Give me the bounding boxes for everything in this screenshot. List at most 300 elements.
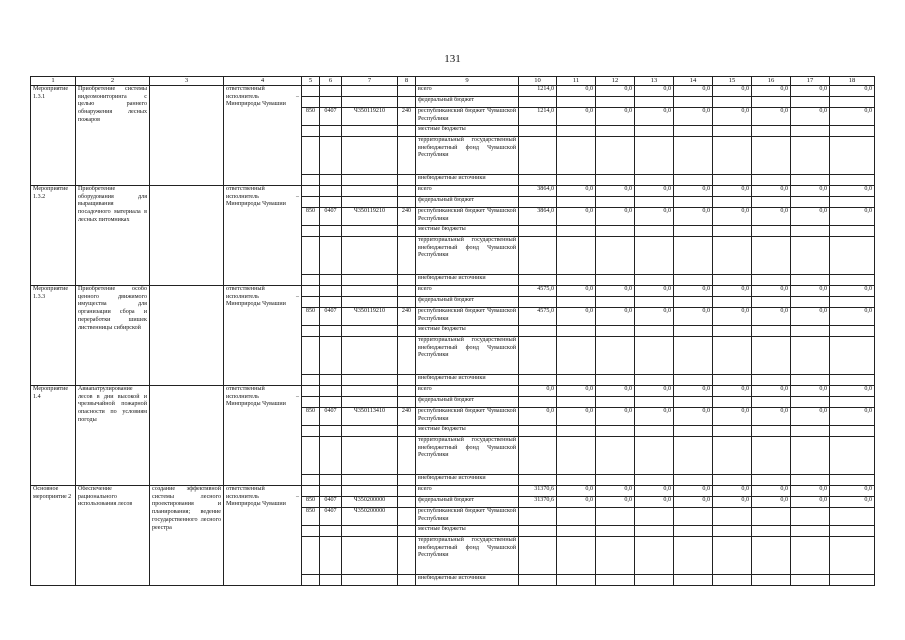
amount-cell: 1214,0 [519, 86, 557, 97]
year-amount-cell [752, 397, 791, 408]
code-cell-empty [302, 237, 320, 275]
source-label: местные бюджеты [416, 226, 519, 237]
year-amount-cell [596, 426, 635, 437]
year-amount-cell [596, 375, 635, 386]
year-amount-cell: 0,0 [752, 208, 791, 226]
year-amount-cell [635, 575, 674, 586]
year-amount-cell [830, 375, 875, 386]
code-cell-empty [342, 197, 398, 208]
code-cell-empty [302, 326, 320, 337]
code-cell-empty [320, 297, 342, 308]
year-amount-cell: 0,0 [557, 497, 596, 508]
source-label: республиканский бюджет Чувашской Республики [416, 108, 519, 126]
year-amount-cell [713, 137, 752, 175]
year-amount-cell: 0,0 [791, 408, 830, 426]
year-amount-cell [752, 426, 791, 437]
source-label: внебюджетные источники [416, 375, 519, 386]
year-amount-cell: 0,0 [635, 497, 674, 508]
year-amount-cell [791, 526, 830, 537]
year-amount-cell: 0,0 [557, 486, 596, 497]
code-cell-empty [398, 286, 416, 297]
year-amount-cell [791, 126, 830, 137]
vr-code: 240 [398, 308, 416, 326]
amount-cell: 31370,6 [519, 497, 557, 508]
code-cell-empty [302, 426, 320, 437]
code-cell-empty [342, 297, 398, 308]
year-amount-cell [830, 126, 875, 137]
year-amount-cell [830, 237, 875, 275]
code-cell-empty [302, 137, 320, 175]
year-amount-cell [596, 275, 635, 286]
code-cell-empty [342, 375, 398, 386]
amount-cell: 3864,0 [519, 186, 557, 197]
year-amount-cell: 0,0 [557, 308, 596, 326]
year-amount-cell: 0,0 [635, 486, 674, 497]
year-amount-cell [557, 237, 596, 275]
amount-cell [519, 508, 557, 526]
year-amount-cell [752, 97, 791, 108]
year-amount-cell [596, 97, 635, 108]
code-cell-empty [320, 486, 342, 497]
amount-cell: 1214,0 [519, 108, 557, 126]
year-amount-cell [791, 575, 830, 586]
year-amount-cell [635, 226, 674, 237]
year-amount-cell [713, 97, 752, 108]
year-amount-cell [791, 375, 830, 386]
year-amount-cell: 0,0 [674, 286, 713, 297]
year-amount-cell: 0,0 [596, 86, 635, 97]
rzpr-code: 0407 [320, 508, 342, 526]
amount-cell [519, 397, 557, 408]
year-amount-cell: 0,0 [596, 108, 635, 126]
measure-name: Мероприятие 1.3.3 [31, 286, 76, 386]
year-amount-cell [713, 197, 752, 208]
amount-cell [519, 575, 557, 586]
year-amount-cell [791, 397, 830, 408]
source-label: республиканский бюджет Чувашской Республики [416, 308, 519, 326]
code-cell-empty [302, 526, 320, 537]
table-row [31, 486, 875, 497]
year-amount-cell [596, 226, 635, 237]
year-amount-cell: 0,0 [596, 386, 635, 397]
year-amount-cell: 0,0 [752, 108, 791, 126]
year-amount-cell [830, 137, 875, 175]
year-amount-cell [557, 375, 596, 386]
year-amount-cell [830, 526, 875, 537]
vr-code: 240 [398, 208, 416, 226]
year-amount-cell [830, 337, 875, 375]
year-amount-cell [557, 297, 596, 308]
column-number: 6 [320, 77, 342, 86]
code-cell-empty [342, 86, 398, 97]
year-amount-cell [752, 197, 791, 208]
code-cell-empty [398, 375, 416, 386]
source-label: федеральный бюджет [416, 97, 519, 108]
rzpr-code: 0407 [320, 208, 342, 226]
year-amount-cell: 0,0 [596, 497, 635, 508]
year-amount-cell: 0,0 [674, 408, 713, 426]
year-amount-cell [830, 475, 875, 486]
year-amount-cell [596, 126, 635, 137]
year-amount-cell [635, 175, 674, 186]
code-cell-empty [398, 426, 416, 437]
year-amount-cell [635, 137, 674, 175]
year-amount-cell [674, 526, 713, 537]
year-amount-cell [596, 537, 635, 575]
year-amount-cell: 0,0 [791, 386, 830, 397]
rzpr-code: 0407 [320, 497, 342, 508]
year-amount-cell: 0,0 [791, 86, 830, 97]
year-amount-cell: 0,0 [557, 108, 596, 126]
year-amount-cell [674, 375, 713, 386]
year-amount-cell: 0,0 [557, 286, 596, 297]
year-amount-cell [635, 197, 674, 208]
column-number: 1 [31, 77, 76, 86]
amount-cell [519, 197, 557, 208]
code-cell-empty [320, 326, 342, 337]
table-row [31, 386, 875, 397]
source-label: всего [416, 486, 519, 497]
code-cell-empty [342, 286, 398, 297]
code-cell-empty [320, 337, 342, 375]
code-cell-empty [398, 175, 416, 186]
year-amount-cell [635, 426, 674, 437]
amount-cell [519, 137, 557, 175]
measure-executor: ответственный исполнитель – Минприроды Чувашии [224, 186, 302, 286]
year-amount-cell: 0,0 [596, 408, 635, 426]
column-number: 5 [302, 77, 320, 86]
code-cell-empty [342, 337, 398, 375]
code-cell-empty [320, 137, 342, 175]
year-amount-cell [830, 326, 875, 337]
year-amount-cell [830, 226, 875, 237]
source-label: внебюджетные источники [416, 475, 519, 486]
year-amount-cell [830, 297, 875, 308]
year-amount-cell: 0,0 [635, 108, 674, 126]
code-cell-empty [320, 375, 342, 386]
year-amount-cell [596, 437, 635, 475]
year-amount-cell: 0,0 [596, 208, 635, 226]
year-amount-cell: 0,0 [830, 497, 875, 508]
year-amount-cell [635, 526, 674, 537]
amount-cell: 3864,0 [519, 208, 557, 226]
year-amount-cell: 0,0 [713, 408, 752, 426]
source-label: федеральный бюджет [416, 397, 519, 408]
year-amount-cell: 0,0 [830, 208, 875, 226]
year-amount-cell [713, 526, 752, 537]
year-amount-cell [791, 337, 830, 375]
code-cell-empty [398, 386, 416, 397]
year-amount-cell [674, 475, 713, 486]
source-label: местные бюджеты [416, 326, 519, 337]
year-amount-cell [674, 337, 713, 375]
year-amount-cell [713, 437, 752, 475]
year-amount-cell [674, 126, 713, 137]
year-amount-cell [752, 237, 791, 275]
year-amount-cell: 0,0 [791, 286, 830, 297]
amount-cell [519, 426, 557, 437]
measure-title: Приобретение особо ценного движимого имущества для организации сбора и переработки шишек лиственницы сибирской [76, 286, 150, 386]
source-label: республиканский бюджет Чувашской Республики [416, 408, 519, 426]
code-cell-empty [302, 226, 320, 237]
year-amount-cell [635, 126, 674, 137]
amount-cell: 4575,0 [519, 286, 557, 297]
column-number: 4 [224, 77, 302, 86]
grbs-code: 850 [302, 308, 320, 326]
year-amount-cell: 0,0 [596, 186, 635, 197]
year-amount-cell: 0,0 [713, 86, 752, 97]
code-cell-empty [342, 386, 398, 397]
code-cell-empty [398, 486, 416, 497]
source-label: территориальный государственный внебюджетный фонд Чувашской Республики [416, 337, 519, 375]
year-amount-cell [557, 575, 596, 586]
source-label: республиканский бюджет Чувашской Республики [416, 208, 519, 226]
amount-cell [519, 126, 557, 137]
year-amount-cell [635, 375, 674, 386]
code-cell-empty [320, 86, 342, 97]
year-amount-cell [635, 297, 674, 308]
code-cell-empty [320, 475, 342, 486]
year-amount-cell: 0,0 [635, 408, 674, 426]
year-amount-cell: 0,0 [596, 308, 635, 326]
year-amount-cell: 0,0 [752, 486, 791, 497]
amount-cell: 0,0 [519, 386, 557, 397]
year-amount-cell: 0,0 [635, 386, 674, 397]
code-cell-empty [342, 226, 398, 237]
year-amount-cell: 0,0 [674, 86, 713, 97]
code-cell-empty [302, 86, 320, 97]
year-amount-cell [830, 397, 875, 408]
year-amount-cell [713, 326, 752, 337]
year-amount-cell [635, 275, 674, 286]
rzpr-code: 0407 [320, 308, 342, 326]
code-cell-empty [320, 286, 342, 297]
source-label: всего [416, 386, 519, 397]
vr-code: 240 [398, 108, 416, 126]
year-amount-cell [557, 526, 596, 537]
year-amount-cell [791, 475, 830, 486]
code-cell-empty [302, 437, 320, 475]
column-number: 14 [674, 77, 713, 86]
year-amount-cell [557, 197, 596, 208]
measure-executor: ответственный исполнитель – Минприроды Чувашии [224, 486, 302, 586]
code-cell-empty [398, 197, 416, 208]
code-cell-empty [342, 575, 398, 586]
code-cell-empty [342, 326, 398, 337]
year-amount-cell [557, 397, 596, 408]
year-amount-cell [830, 97, 875, 108]
year-amount-cell [635, 475, 674, 486]
year-amount-cell: 0,0 [635, 186, 674, 197]
code-cell-empty [320, 575, 342, 586]
code-cell-empty [320, 126, 342, 137]
year-amount-cell: 0,0 [752, 497, 791, 508]
year-amount-cell [791, 537, 830, 575]
amount-cell [519, 326, 557, 337]
amount-cell [519, 226, 557, 237]
year-amount-cell: 0,0 [713, 497, 752, 508]
year-amount-cell: 0,0 [830, 286, 875, 297]
amount-cell [519, 275, 557, 286]
source-label: местные бюджеты [416, 526, 519, 537]
year-amount-cell [713, 537, 752, 575]
year-amount-cell [713, 226, 752, 237]
column-number: 3 [150, 77, 224, 86]
code-cell-empty [320, 437, 342, 475]
year-amount-cell: 0,0 [713, 186, 752, 197]
table-row [31, 286, 875, 297]
code-cell-empty [398, 137, 416, 175]
year-amount-cell [596, 326, 635, 337]
source-label: территориальный государственный внебюджетный фонд Чувашской Республики [416, 537, 519, 575]
code-cell-empty [320, 186, 342, 197]
csr-code: Ч350113410 [342, 408, 398, 426]
year-amount-cell: 0,0 [674, 108, 713, 126]
year-amount-cell: 0,0 [752, 86, 791, 97]
vr-code [398, 508, 416, 526]
code-cell-empty [398, 575, 416, 586]
page-number: 131 [444, 53, 461, 65]
code-cell-empty [302, 537, 320, 575]
vr-code [398, 497, 416, 508]
grbs-code: 850 [302, 208, 320, 226]
source-label: республиканский бюджет Чувашской Республики [416, 508, 519, 526]
year-amount-cell [557, 537, 596, 575]
code-cell-empty [320, 97, 342, 108]
code-cell-empty [320, 237, 342, 275]
code-cell-empty [398, 437, 416, 475]
year-amount-cell: 0,0 [674, 497, 713, 508]
year-amount-cell [791, 175, 830, 186]
year-amount-cell [752, 226, 791, 237]
year-amount-cell [635, 326, 674, 337]
amount-cell [519, 537, 557, 575]
csr-code: Ч350200000 [342, 497, 398, 508]
code-cell-empty [342, 186, 398, 197]
year-amount-cell [596, 337, 635, 375]
measure-name: Мероприятие 1.4 [31, 386, 76, 486]
year-amount-cell [635, 337, 674, 375]
year-amount-cell [557, 126, 596, 137]
year-amount-cell [752, 275, 791, 286]
year-amount-cell [713, 275, 752, 286]
measure-goal [150, 186, 224, 286]
code-cell-empty [302, 575, 320, 586]
source-label: внебюджетные источники [416, 575, 519, 586]
year-amount-cell: 0,0 [713, 208, 752, 226]
year-amount-cell [635, 97, 674, 108]
measure-executor: ответственный исполнитель – Минприроды Чувашии [224, 286, 302, 386]
year-amount-cell [791, 97, 830, 108]
code-cell-empty [342, 275, 398, 286]
amount-cell [519, 475, 557, 486]
code-cell-empty [302, 275, 320, 286]
code-cell-empty [342, 537, 398, 575]
year-amount-cell: 0,0 [830, 308, 875, 326]
amount-cell [519, 526, 557, 537]
source-label: внебюджетные источники [416, 175, 519, 186]
year-amount-cell [596, 175, 635, 186]
column-number: 13 [635, 77, 674, 86]
year-amount-cell: 0,0 [752, 386, 791, 397]
year-amount-cell [791, 426, 830, 437]
grbs-code: 850 [302, 508, 320, 526]
year-amount-cell: 0,0 [830, 86, 875, 97]
year-amount-cell [674, 275, 713, 286]
year-amount-cell [830, 575, 875, 586]
year-amount-cell: 0,0 [752, 408, 791, 426]
year-amount-cell [713, 426, 752, 437]
year-amount-cell [596, 137, 635, 175]
year-amount-cell [752, 537, 791, 575]
year-amount-cell: 0,0 [713, 286, 752, 297]
code-cell-empty [398, 237, 416, 275]
amount-cell: 0,0 [519, 408, 557, 426]
year-amount-cell: 0,0 [752, 308, 791, 326]
year-amount-cell [752, 526, 791, 537]
code-cell-empty [302, 197, 320, 208]
year-amount-cell [674, 226, 713, 237]
year-amount-cell: 0,0 [557, 86, 596, 97]
year-amount-cell: 0,0 [791, 486, 830, 497]
year-amount-cell: 0,0 [830, 408, 875, 426]
column-number: 17 [791, 77, 830, 86]
code-cell-empty [342, 137, 398, 175]
measure-name: Основное мероприятие 2 [31, 486, 76, 586]
measure-title: Обеспечение рационального использования лесов [76, 486, 150, 586]
csr-code: Ч350200000 [342, 508, 398, 526]
source-label: всего [416, 186, 519, 197]
code-cell-empty [320, 226, 342, 237]
code-cell-empty [302, 126, 320, 137]
measure-goal [150, 286, 224, 386]
measure-goal [150, 86, 224, 186]
column-number: 16 [752, 77, 791, 86]
source-label: федеральный бюджет [416, 197, 519, 208]
year-amount-cell [596, 237, 635, 275]
column-number: 15 [713, 77, 752, 86]
vr-code: 240 [398, 408, 416, 426]
grbs-code: 850 [302, 408, 320, 426]
year-amount-cell [752, 575, 791, 586]
measure-executor: ответственный исполнитель – Минприроды Чувашии [224, 86, 302, 186]
year-amount-cell: 0,0 [557, 386, 596, 397]
code-cell-empty [302, 175, 320, 186]
code-cell-empty [320, 197, 342, 208]
year-amount-cell [791, 297, 830, 308]
measure-title: Приобретение системы видеомониторинга с целью раннего обнаружения лесных пожаров [76, 86, 150, 186]
year-amount-cell [557, 508, 596, 526]
measure-title: Авиапатрулирование лесов в дни высокой и чрезвычайной пожарной опасности по условиям погоды [76, 386, 150, 486]
year-amount-cell: 0,0 [635, 86, 674, 97]
year-amount-cell [752, 175, 791, 186]
code-cell-empty [342, 97, 398, 108]
source-label: местные бюджеты [416, 126, 519, 137]
year-amount-cell [557, 275, 596, 286]
code-cell-empty [342, 426, 398, 437]
csr-code: Ч350119210 [342, 208, 398, 226]
column-number: 9 [416, 77, 519, 86]
source-label: внебюджетные источники [416, 275, 519, 286]
measure-title: Приобретение оборудования для выращивания посадочного материала в лесных питомниках [76, 186, 150, 286]
code-cell-empty [320, 386, 342, 397]
year-amount-cell: 0,0 [752, 186, 791, 197]
year-amount-cell [557, 475, 596, 486]
year-amount-cell [713, 237, 752, 275]
code-cell-empty [302, 386, 320, 397]
year-amount-cell [752, 475, 791, 486]
table-row [31, 186, 875, 197]
